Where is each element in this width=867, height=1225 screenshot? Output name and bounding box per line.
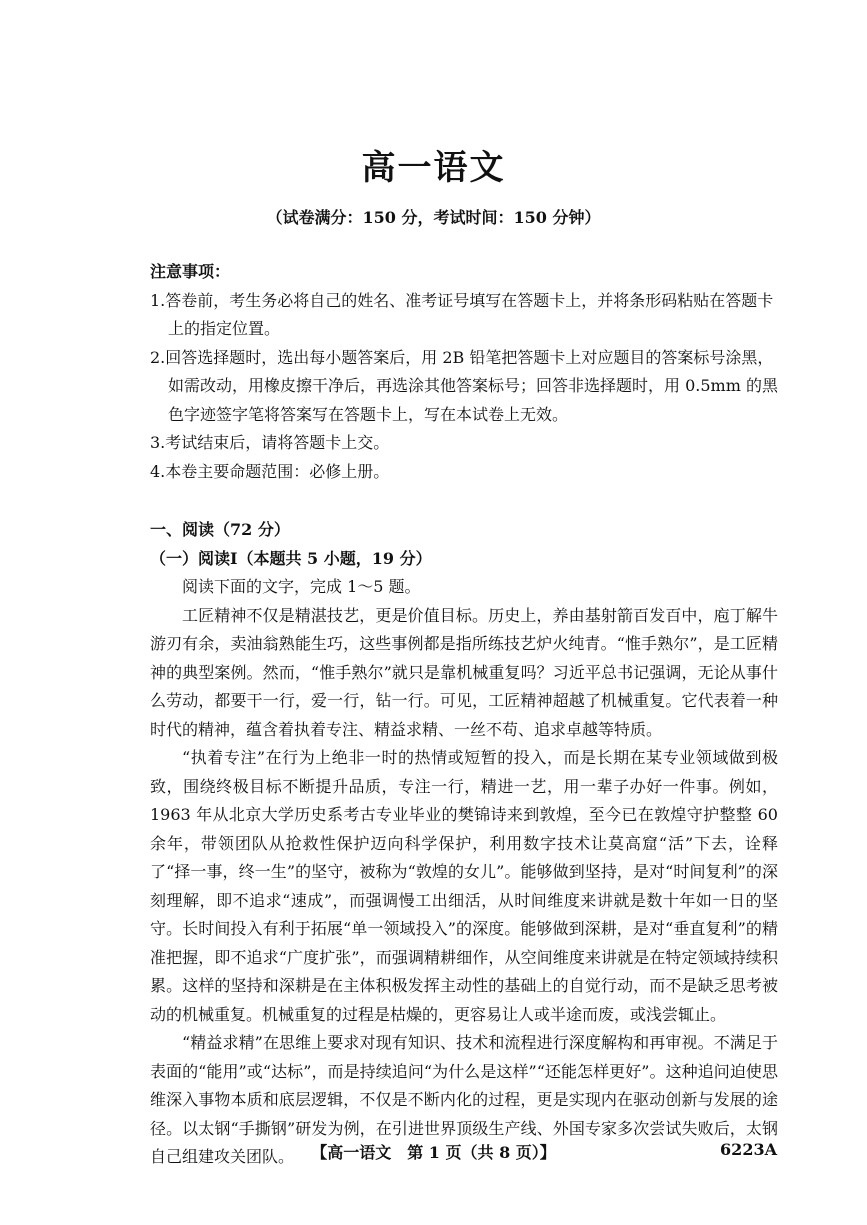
passage-paragraph-1: 工匠精神不仅是精湛技艺，更是价值目标。历史上，养由基射箭百发百中，庖丁解牛游刃有余，卖油翁熟能生巧，这些事例都是指所练技艺炉火纯青。“惟手熟尔”，是工匠精神的典型案例。然而，“惟手熟尔”就只是靠机械重复吗？习近平总书记强调，无论从事什么劳动，都要干一行，爱一行，钻一行。可见，工匠精神超越了机械重复。它代表着一种时代的精神，蕴含着执着专注、精益求精、一丝不苟、追求卓越等特质。 xyxy=(150,605,778,739)
page-footer xyxy=(0,1140,867,1164)
section-subheading: （一）阅读Ⅰ（本题共 5 小题，19 分） xyxy=(150,548,432,568)
notice-item-3: 3.考试结束后，请将答题卡上交。 xyxy=(150,433,390,452)
exam-body xyxy=(150,258,778,1172)
exam-subtitle: （试卷满分：150 分，考试时间：150 分钟） xyxy=(266,208,601,227)
page-number-label: 【高一语文 第 1 页（共 8 页）】 xyxy=(311,1143,556,1162)
section-heading: 一、阅读（72 分） xyxy=(150,520,290,539)
exam-code: 6223A xyxy=(720,1140,777,1159)
passage-paragraph-3: “精益求精”在思维上要求对现有知识、技术和流程进行深度解构和再审视。不满足于表面的“能用”或“达标”，而是持续追问“为什么是这样”“还能怎样更好”。这种追问迫使思维深入事物本质和底层逻辑，不仅是不断内化的过程，更是实现内在驱动创新与发展的途径。以太钢“手撕钢”研发为例，在引进世界顶级生产线、外国专家多次尝试失败后，太钢自己组建攻关团队。 xyxy=(150,1033,778,1166)
reading-instruction: 阅读下面的文字，完成 1～5 题。 xyxy=(182,577,421,596)
notice-item-1: 1.答卷前，考生务必将自己的姓名、准考证号填写在答题卡上，并将条形码粘贴在答题卡上的指定位置。 xyxy=(150,290,774,338)
exam-title: 高一语文 xyxy=(361,148,506,188)
notice-item-2: 2.回答选择题时，选出每小题答案后，用 2B 铅笔把答题卡上对应题目的答案标号涂黑，如需改动，用橡皮擦干净后，再选涂其他答案标号；回答非选择题时，用 0.5mm 的黑色字迹签字笔将答案写在答题卡上，写在本试卷上无效。 xyxy=(150,347,778,424)
notice-heading: 注意事项： xyxy=(150,262,231,281)
notice-item-4: 4.本卷主要命题范围：必修上册。 xyxy=(150,461,390,481)
passage-paragraph-2: “执着专注”在行为上绝非一时的热情或短暂的投入，而是长期在某专业领域做到极致，围绕终极目标不断提升品质，专注一行，精进一艺，用一辈子办好一件事。例如，1963 年从北京大学历史系考古专业毕业的樊锦诗来到敦煌，至今已在敦煌守护整整 60 余年，带领团队从抢救性保护迈向科学保护，利用数字技术让莫高窟“活”下去，诠释了“择一事，终一生”的坚守，被称为“敦煌的女儿”。能够做到坚持，是对“时间复利”的深刻理解，即不追求“速成”，而强调慢工出细活，从时间维度来讲就是数十年如一日的坚守。长时间投入有利于拓展“单一领域投入”的深度。能够做到深耕，是对“垂直复利”的精准把握，即不追求“广度扩张”，而强调精耕细作，从空间维度来讲就是在特定领域持续积累。这样的坚持和深耕是在主体积极发挥主动性的基础上的自觉行动，而不是缺乏思考被动的机械重复。机械重复的过程是枯燥的，更容易让人或半途而废，或浅尝辄止。 xyxy=(150,748,778,1024)
